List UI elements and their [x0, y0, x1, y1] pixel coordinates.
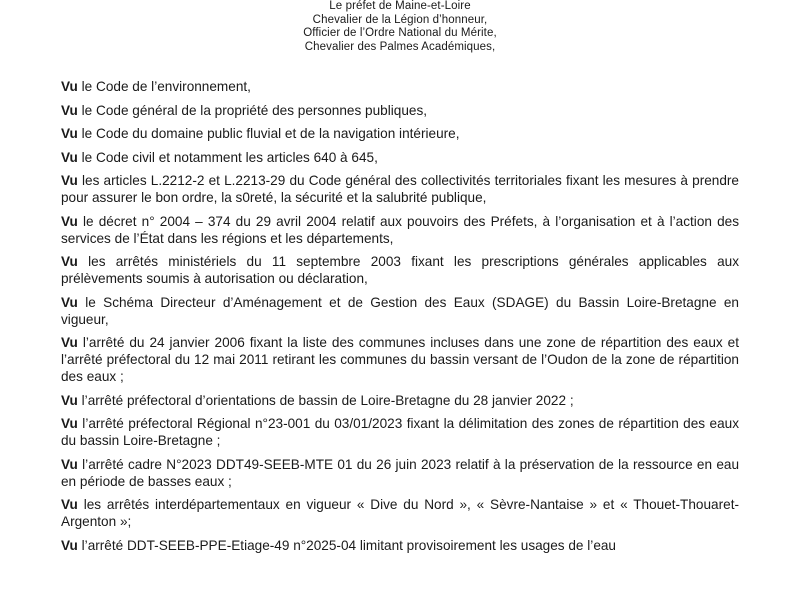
- visa-prefix: Vu: [61, 173, 78, 188]
- visa-text: l’arrêté DDT-SEEB-PPE-Etiage-49 n°2025-04 limitant provisoirement les usages de l’eau: [81, 537, 616, 553]
- visa-text: les arrêtés ministériels du 11 septembre 2003 fixant les prescriptions générales applicables aux prélèvements soumis à autorisation ou déclaration,: [61, 254, 739, 286]
- visa-prefix: Vu: [61, 102, 78, 118]
- visa-clause: [61, 537, 739, 554]
- visas-list: [61, 78, 739, 560]
- visa-clause: [61, 392, 739, 409]
- visa-clause: [61, 253, 739, 287]
- visa-clause: [61, 213, 739, 247]
- visa-prefix: Vu: [61, 213, 78, 229]
- visa-prefix: Vu: [61, 79, 78, 94]
- visa-clause: [61, 294, 739, 328]
- visa-text: le Code civil et notamment les articles 640 à 645,: [81, 149, 378, 165]
- visa-text: le Code général de la propriété des personnes publiques,: [81, 102, 428, 118]
- visa-text: l’arrêté préfectoral Régional n°23-001 du 03/01/2023 fixant la délimitation des zones de répartition des eaux du bassin Loire-Bretagne ;: [61, 416, 739, 448]
- visa-text: l’arrêté du 24 janvier 2006 fixant la liste des communes incluses dans une zone de répartition des eaux et l’arrêté préfectoral du 12 mai 2011 retirant les communes du bassin versant de l’Oudon de la zone de répartition des eaux ;: [61, 335, 739, 384]
- visa-clause: [61, 125, 739, 142]
- visa-prefix: Vu: [61, 456, 78, 472]
- visa-text: l’arrêté cadre N°2023 DDT49-SEEB-MTE 01 du 26 juin 2023 relatif à la préservation de la ressource en eau en période de basses eaux ;: [61, 456, 740, 489]
- visa-prefix: Vu: [61, 497, 78, 512]
- visa-prefix: Vu: [61, 294, 78, 310]
- visa-text: le Code du domaine public fluvial et de la navigation intérieure,: [81, 126, 460, 141]
- visa-prefix: Vu: [61, 392, 78, 408]
- visa-clause: [61, 172, 739, 206]
- honor-legion: Chevalier de la Légion d’honneur,: [312, 13, 488, 26]
- visa-clause: [61, 496, 739, 530]
- honor-merit: Officier de l’Ordre National du Mérite,: [303, 27, 497, 39]
- document-header: [0, 0, 800, 54]
- visa-clause: [61, 415, 739, 449]
- visa-clause: [61, 334, 739, 385]
- visa-text: le Schéma Directeur d’Aménagement et de Gestion des Eaux (SDAGE) du Bassin Loire-Bretagne en vigueur,: [61, 294, 739, 327]
- visa-text: le Code de l’environnement,: [81, 79, 251, 94]
- visa-clause: [61, 149, 739, 166]
- visa-prefix: Vu: [61, 335, 78, 350]
- prefect-title: Le préfet de Maine-et-Loire: [329, 0, 471, 12]
- visa-text: le décret n° 2004 – 374 du 29 avril 2004 relatif aux pouvoirs des Préfets, à l’organisation et à l’action des services de l’État dans les régions et les départements,: [61, 213, 739, 246]
- honor-palmes: Chevalier des Palmes Académiques,: [304, 40, 496, 53]
- visa-text: les articles L.2212-2 et L.2213-29 du Code général des collectivités territoriales fixant les mesures à prendre pour assurer le bon ordre, la s0reté, la sécurité et la salubrité publique,: [61, 173, 739, 205]
- visa-prefix: Vu: [61, 149, 78, 165]
- visa-text: les arrêtés interdépartementaux en vigueur « Dive du Nord », « Sèvre-Nantaise » et « Thouet-Thouaret-Argenton »;: [61, 497, 739, 529]
- visa-prefix: Vu: [61, 254, 78, 269]
- visa-clause: [61, 456, 739, 490]
- visa-clause: [61, 102, 739, 119]
- visa-clause: [61, 78, 739, 95]
- visa-prefix: Vu: [61, 126, 78, 141]
- visa-text: l’arrêté préfectoral d’orientations de bassin de Loire-Bretagne du 28 janvier 2022 ;: [81, 392, 574, 408]
- visa-prefix: Vu: [61, 416, 78, 431]
- visa-prefix: Vu: [61, 537, 78, 553]
